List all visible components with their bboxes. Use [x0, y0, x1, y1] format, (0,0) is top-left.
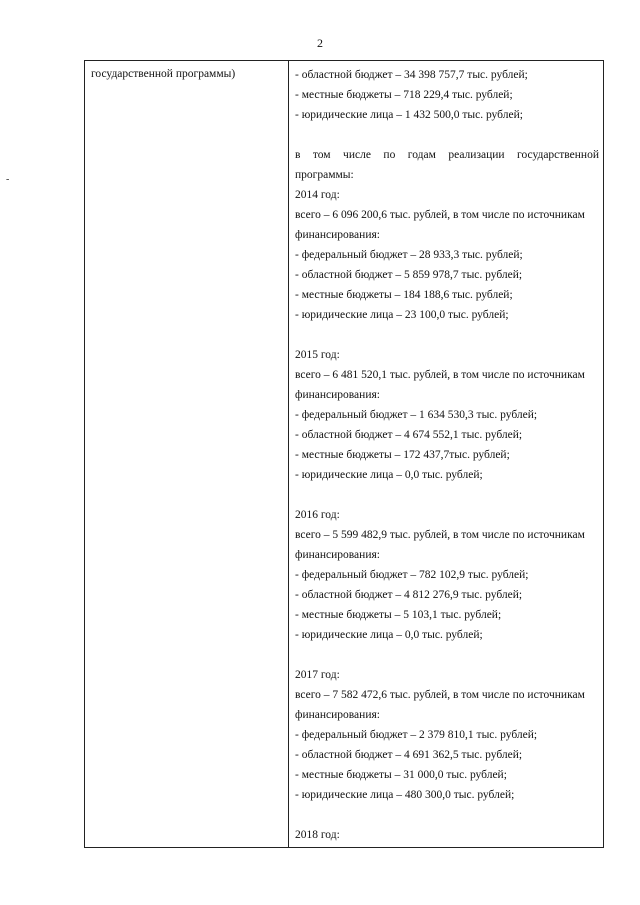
year-item: - федеральный бюджет – 2 379 810,1 тыс. рублей;	[295, 729, 538, 741]
year-heading: 2017 год:	[295, 669, 340, 681]
year-item: - юридические лица – 480 300,0 тыс. рублей;	[295, 789, 515, 801]
year-total: всего – 7 582 472,6 тыс. рублей, в том числе по источникам	[295, 689, 585, 701]
year-item: - областной бюджет – 5 859 978,7 тыс. рублей;	[295, 269, 523, 281]
year-heading: 2018 год:	[295, 829, 340, 841]
column-divider	[288, 61, 289, 847]
year-financing: финансирования:	[295, 549, 380, 561]
year-item: - юридические лица – 0,0 тыс. рублей;	[295, 469, 483, 481]
year-item: - федеральный бюджет – 28 933,3 тыс. рублей;	[295, 249, 523, 261]
year-item: - местные бюджеты – 5 103,1 тыс. рублей;	[295, 609, 502, 621]
right-cell	[295, 65, 599, 845]
year-item: - местные бюджеты – 184 188,6 тыс. рублей;	[295, 289, 513, 301]
top-line: - областной бюджет – 34 398 757,7 тыс. рублей;	[295, 69, 528, 81]
year-heading: 2016 год:	[295, 509, 340, 521]
top-line: - юридические лица – 1 432 500,0 тыс. рублей;	[295, 109, 523, 121]
year-heading: 2015 год:	[295, 349, 340, 361]
year-total: всего – 6 481 520,1 тыс. рублей, в том числе по источникам	[295, 369, 585, 381]
intro-line: программы:	[295, 169, 354, 181]
year-heading: 2014 год:	[295, 189, 340, 201]
year-item: - местные бюджеты – 31 000,0 тыс. рублей;	[295, 769, 507, 781]
year-item: - областной бюджет – 4 812 276,9 тыс. рублей;	[295, 589, 523, 601]
year-financing: финансирования:	[295, 229, 380, 241]
intro-line: в том числе по годам реализации государственной	[295, 149, 599, 161]
year-financing: финансирования:	[295, 389, 380, 401]
year-item: - федеральный бюджет – 1 634 530,3 тыс. рублей;	[295, 409, 538, 421]
year-item: - юридические лица – 23 100,0 тыс. рублей;	[295, 309, 509, 321]
year-item: - федеральный бюджет – 782 102,9 тыс. рублей;	[295, 569, 529, 581]
year-item: - местные бюджеты – 172 437,7тыс. рублей;	[295, 449, 510, 461]
year-item: - областной бюджет – 4 691 362,5 тыс. рублей;	[295, 749, 523, 761]
year-item: - юридические лица – 0,0 тыс. рублей;	[295, 629, 483, 641]
page-number: 2	[317, 36, 323, 50]
financing-table	[84, 60, 604, 848]
year-total: всего – 5 599 482,9 тыс. рублей, в том числе по источникам	[295, 529, 585, 541]
year-total: всего – 6 096 200,6 тыс. рублей, в том числе по источникам	[295, 209, 585, 221]
stray-mark: -	[6, 174, 10, 185]
year-financing: финансирования:	[295, 709, 380, 721]
year-item: - областной бюджет – 4 674 552,1 тыс. рублей;	[295, 429, 523, 441]
left-cell: государственной программы)	[91, 68, 236, 80]
top-line: - местные бюджеты – 718 229,4 тыс. рублей;	[295, 89, 513, 101]
